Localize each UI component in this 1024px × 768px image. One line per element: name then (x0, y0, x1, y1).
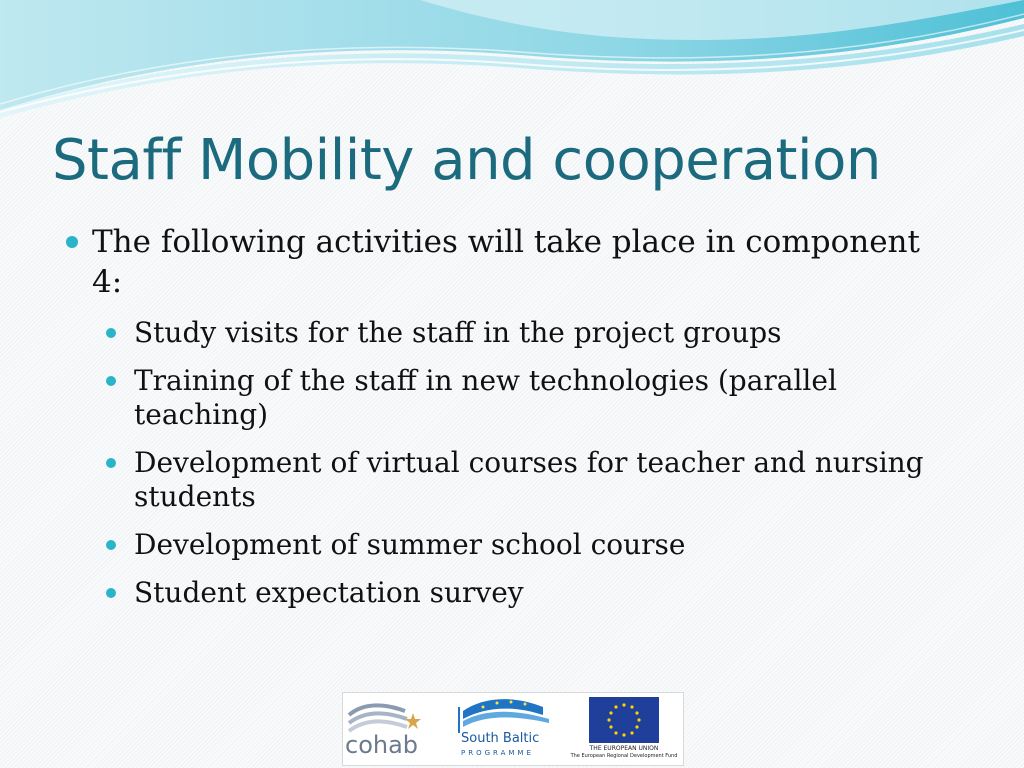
cohab-waves-icon (343, 693, 443, 733)
header-wave-decoration (0, 0, 1024, 120)
slide-title: Staff Mobility and cooperation (52, 128, 881, 193)
cohab-logo (343, 693, 443, 765)
sub-bullet-item (106, 446, 954, 514)
sub-bullet-item (106, 528, 954, 562)
bullet-dot-icon (106, 328, 116, 338)
south-baltic-programme-text: PROGRAMME (461, 749, 534, 757)
main-bullet-item (64, 222, 922, 302)
eu-logo-title: THE EUROPEAN UNION (589, 745, 659, 752)
south-baltic-logo-text: South Baltic (461, 731, 540, 746)
partner-logos-strip (342, 692, 684, 766)
sub-bullet-text: Training of the staff in new technologies (parallel teaching) (134, 364, 837, 431)
sub-bullet-text: Student expectation survey (134, 576, 524, 609)
sub-bullet-item (106, 576, 954, 610)
sub-bullet-text: Development of virtual courses for teacher and nursing students (134, 446, 924, 513)
bullet-dot-icon (106, 376, 116, 386)
south-baltic-waves-icon (453, 693, 563, 733)
sub-bullet-item (106, 316, 954, 350)
main-bullet-text: The following activities will take place in component 4: (92, 224, 920, 300)
slide-body (64, 222, 964, 624)
bullet-dot-icon (106, 540, 116, 550)
eu-logo-subtitle: The European Regional Development Fund (570, 753, 678, 759)
bullet-dot-icon (66, 236, 78, 248)
sub-bullet-text: Study visits for the staff in the project groups (134, 316, 782, 349)
eu-logo (565, 693, 683, 765)
sub-bullet-text: Development of summer school course (134, 528, 686, 561)
bullet-dot-icon (106, 588, 116, 598)
sub-bullet-item (106, 364, 954, 432)
sub-bullet-list (64, 316, 964, 610)
eu-flag-icon (565, 693, 683, 745)
bullet-dot-icon (106, 458, 116, 468)
south-baltic-logo (453, 693, 563, 765)
cohab-logo-text: cohab (345, 731, 419, 759)
